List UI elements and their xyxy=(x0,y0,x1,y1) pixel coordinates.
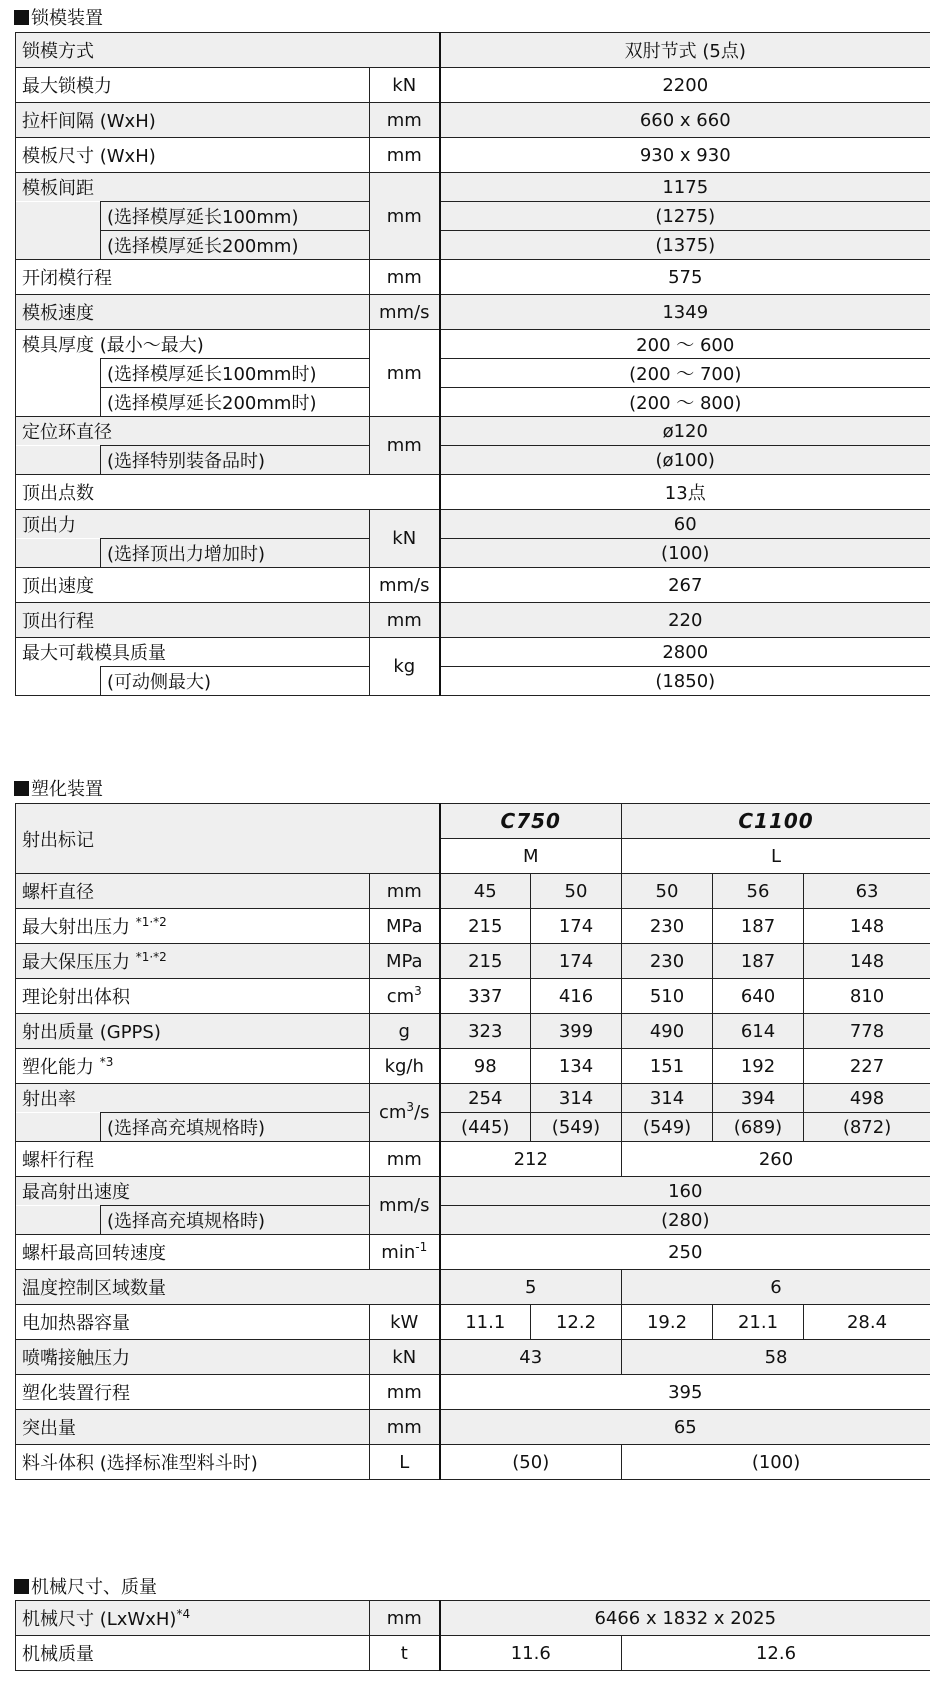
cell: 395 xyxy=(440,1375,930,1410)
row-unit: MPa xyxy=(370,944,440,979)
row-value: (200 ～ 700) xyxy=(440,359,930,388)
row-value: 双肘节式 (5点) xyxy=(440,33,930,68)
cell: 63 xyxy=(804,874,930,909)
cell: (689) xyxy=(713,1113,804,1142)
cell: (445) xyxy=(440,1113,531,1142)
row-label: 顶出力 xyxy=(16,510,370,539)
indent-cell xyxy=(16,1113,101,1142)
row-value: 1349 xyxy=(440,295,930,330)
indent-cell xyxy=(16,667,101,696)
table-row xyxy=(16,1049,930,1084)
table-row xyxy=(16,202,930,231)
cell: 11.1 xyxy=(440,1305,531,1340)
row-value: 200 ～ 600 xyxy=(440,330,930,359)
table-row xyxy=(16,138,930,173)
cell: 260 xyxy=(622,1142,930,1177)
table-row xyxy=(16,388,930,417)
row-label: 射出质量 (GPPS) xyxy=(16,1014,370,1049)
table-row xyxy=(16,804,930,839)
row-sublabel: (选择模厚延长100mm) xyxy=(101,202,370,231)
machine-section-title: 机械尺寸、质量 xyxy=(14,1577,157,1599)
row-value: (200 ～ 800) xyxy=(440,388,930,417)
table-row xyxy=(16,295,930,330)
cell: 56 xyxy=(713,874,804,909)
cell: 174 xyxy=(531,944,622,979)
row-unit: mm/s xyxy=(370,1177,440,1235)
row-unit: g xyxy=(370,1014,440,1049)
table-row xyxy=(16,417,930,446)
row-value: 575 xyxy=(440,260,930,295)
clamp-section-title: 锁模装置 xyxy=(14,8,103,30)
cell: 12.2 xyxy=(531,1305,622,1340)
table-row xyxy=(16,1113,930,1142)
row-sublabel: (选择模厚延长200mm时) xyxy=(101,388,370,417)
cell: 65 xyxy=(440,1410,930,1445)
row-unit: mm/s xyxy=(370,568,440,603)
row-unit: mm xyxy=(370,173,440,260)
row-sublabel: (选择模厚延长200mm) xyxy=(101,231,370,260)
indent-cell xyxy=(16,231,101,260)
cell: 323 xyxy=(440,1014,531,1049)
size-m: M xyxy=(440,839,622,874)
cell: 187 xyxy=(713,909,804,944)
cell: 490 xyxy=(622,1014,713,1049)
cell: (872) xyxy=(804,1113,930,1142)
cell: 28.4 xyxy=(804,1305,930,1340)
cell: 50 xyxy=(531,874,622,909)
indent-cell xyxy=(16,539,101,568)
table-row xyxy=(16,1340,930,1375)
cell: 498 xyxy=(804,1084,930,1113)
row-unit: mm xyxy=(370,330,440,417)
cell: 394 xyxy=(713,1084,804,1113)
cell: 192 xyxy=(713,1049,804,1084)
cell: 250 xyxy=(440,1235,930,1270)
row-label: 模具厚度 (最小～最大) xyxy=(16,330,370,359)
machine-table xyxy=(15,1600,930,1671)
cell: 50 xyxy=(622,874,713,909)
cell: 6 xyxy=(622,1270,930,1305)
cell: 314 xyxy=(622,1084,713,1113)
cell: 640 xyxy=(713,979,804,1014)
row-value: 930 x 930 xyxy=(440,138,930,173)
row-value: 60 xyxy=(440,510,930,539)
footnote-mark: *1·*2 xyxy=(135,950,167,964)
injection-table xyxy=(15,803,930,1480)
cell: 187 xyxy=(713,944,804,979)
cell: 810 xyxy=(804,979,930,1014)
row-value: (ø100) xyxy=(440,446,930,475)
table-row xyxy=(16,909,930,944)
table-row xyxy=(16,359,930,388)
table-row xyxy=(16,1206,930,1235)
indent-cell xyxy=(16,359,101,388)
row-unit: $\min^{-1}$ xyxy=(370,1235,440,1270)
table-row xyxy=(16,330,930,359)
row-label: 螺杆直径 xyxy=(16,874,370,909)
table-row xyxy=(16,103,930,138)
table-row xyxy=(16,1305,930,1340)
table-row xyxy=(16,1601,930,1636)
row-label: 喷嘴接触压力 xyxy=(16,1340,370,1375)
row-unit: kN xyxy=(370,68,440,103)
row-unit: mm xyxy=(370,260,440,295)
cell: 212 xyxy=(440,1142,622,1177)
cell: 174 xyxy=(531,909,622,944)
square-bullet-icon xyxy=(14,10,29,25)
row-unit: mm xyxy=(370,1375,440,1410)
cell: 215 xyxy=(440,944,531,979)
row-value: 13点 xyxy=(440,475,930,510)
row-label: 最高射出速度 xyxy=(16,1177,370,1206)
row-unit: mm xyxy=(370,138,440,173)
cell: 134 xyxy=(531,1049,622,1084)
row-unit: kg xyxy=(370,638,440,696)
table-row xyxy=(16,33,930,68)
injection-section-title: 塑化装置 xyxy=(14,779,103,801)
row-value: ø120 xyxy=(440,417,930,446)
row-value: 660 x 660 xyxy=(440,103,930,138)
row-value: 220 xyxy=(440,603,930,638)
cell: 148 xyxy=(804,909,930,944)
table-row xyxy=(16,1636,930,1671)
cell: (549) xyxy=(531,1113,622,1142)
table-row xyxy=(16,568,930,603)
row-unit: mm xyxy=(370,603,440,638)
row-value: 267 xyxy=(440,568,930,603)
cell: 614 xyxy=(713,1014,804,1049)
row-label: 模板速度 xyxy=(16,295,370,330)
row-label: 最大保压压力 $^{*1\cdot*2}$ xyxy=(16,944,370,979)
model-c1100: C1100 xyxy=(622,804,930,839)
footnote-mark: *3 xyxy=(99,1055,114,1069)
cell: 151 xyxy=(622,1049,713,1084)
cell: 19.2 xyxy=(622,1305,713,1340)
size-l: L xyxy=(622,839,930,874)
cell: 227 xyxy=(804,1049,930,1084)
table-row xyxy=(16,1235,930,1270)
cell: 148 xyxy=(804,944,930,979)
row-sublabel: (选择模厚延长100mm时) xyxy=(101,359,370,388)
row-label: 螺杆行程 xyxy=(16,1142,370,1177)
row-unit: kg/h xyxy=(370,1049,440,1084)
row-unit: kN xyxy=(370,1340,440,1375)
row-unit: t xyxy=(370,1636,440,1671)
row-label: 射出标记 xyxy=(16,804,440,874)
row-label: 理论射出体积 xyxy=(16,979,370,1014)
row-value: (1275) xyxy=(440,202,930,231)
row-unit: MPa xyxy=(370,909,440,944)
row-label: 机械尺寸 (LxWxH)$^{*4}$ xyxy=(16,1601,370,1636)
row-unit: mm xyxy=(370,1410,440,1445)
row-label: 最大射出压力 $^{*1\cdot*2}$ xyxy=(16,909,370,944)
cell: 314 xyxy=(531,1084,622,1113)
cell: 160 xyxy=(440,1177,930,1206)
row-unit: mm xyxy=(370,1142,440,1177)
model-c750: C750 xyxy=(440,804,622,839)
table-row xyxy=(16,510,930,539)
cell: 215 xyxy=(440,909,531,944)
cell: 5 xyxy=(440,1270,622,1305)
row-label: 塑化装置行程 xyxy=(16,1375,370,1410)
cell: 45 xyxy=(440,874,531,909)
row-unit: mm xyxy=(370,874,440,909)
table-row xyxy=(16,638,930,667)
cell: 399 xyxy=(531,1014,622,1049)
row-value: (1850) xyxy=(440,667,930,696)
square-bullet-icon xyxy=(14,1579,29,1594)
cell: (100) xyxy=(622,1445,930,1480)
row-label: 射出率 xyxy=(16,1084,370,1113)
row-sublabel: (选择顶出力增加时) xyxy=(101,539,370,568)
row-label: 开闭模行程 xyxy=(16,260,370,295)
cell: 43 xyxy=(440,1340,622,1375)
table-row xyxy=(16,1270,930,1305)
row-label: 塑化能力 $^{*3}$ xyxy=(16,1049,370,1084)
indent-cell xyxy=(16,446,101,475)
row-unit: mm xyxy=(370,1601,440,1636)
row-label: 顶出点数 xyxy=(16,475,440,510)
cell: 254 xyxy=(440,1084,531,1113)
row-label: 最大锁模力 xyxy=(16,68,370,103)
row-unit: $cm^3/s$ xyxy=(370,1084,440,1142)
cell: 12.6 xyxy=(622,1636,930,1671)
row-label: 顶出速度 xyxy=(16,568,370,603)
table-row xyxy=(16,979,930,1014)
footnote-mark: *1·*2 xyxy=(135,915,167,929)
row-unit: kW xyxy=(370,1305,440,1340)
cell: 778 xyxy=(804,1014,930,1049)
row-label: 模板尺寸 (WxH) xyxy=(16,138,370,173)
row-value: 1175 xyxy=(440,173,930,202)
cell: 98 xyxy=(440,1049,531,1084)
cell: 58 xyxy=(622,1340,930,1375)
cell: 21.1 xyxy=(713,1305,804,1340)
row-label: 模板间距 xyxy=(16,173,370,202)
row-label: 螺杆最高回转速度 xyxy=(16,1235,370,1270)
row-value: (1375) xyxy=(440,231,930,260)
table-row xyxy=(16,260,930,295)
table-row xyxy=(16,1410,930,1445)
row-value: (100) xyxy=(440,539,930,568)
table-row xyxy=(16,667,930,696)
row-label: 机械质量 xyxy=(16,1636,370,1671)
table-row xyxy=(16,173,930,202)
row-value: 6466 x 1832 x 2025 xyxy=(440,1601,930,1636)
table-row xyxy=(16,1445,930,1480)
table-row xyxy=(16,68,930,103)
row-unit: mm xyxy=(370,417,440,475)
indent-cell xyxy=(16,388,101,417)
row-label: 定位环直径 xyxy=(16,417,370,446)
cell: 230 xyxy=(622,909,713,944)
cell: (549) xyxy=(622,1113,713,1142)
row-label: 锁模方式 xyxy=(16,33,440,68)
indent-cell xyxy=(16,202,101,231)
footnote-mark: *4 xyxy=(176,1607,191,1621)
table-row xyxy=(16,475,930,510)
table-row xyxy=(16,603,930,638)
table-row xyxy=(16,446,930,475)
cell: 510 xyxy=(622,979,713,1014)
clamp-table xyxy=(15,32,930,696)
table-row xyxy=(16,1084,930,1113)
row-label: 电加热器容量 xyxy=(16,1305,370,1340)
cell: (280) xyxy=(440,1206,930,1235)
table-row xyxy=(16,231,930,260)
row-value: 2800 xyxy=(440,638,930,667)
indent-cell xyxy=(16,1206,101,1235)
cell: 337 xyxy=(440,979,531,1014)
table-row xyxy=(16,1177,930,1206)
row-unit: L xyxy=(370,1445,440,1480)
row-sublabel: (可动侧最大) xyxy=(101,667,370,696)
cell: 230 xyxy=(622,944,713,979)
row-unit: kN xyxy=(370,510,440,568)
row-sublabel: (选择高充填规格時) xyxy=(101,1113,370,1142)
row-unit: mm xyxy=(370,103,440,138)
cell: (50) xyxy=(440,1445,622,1480)
table-row xyxy=(16,539,930,568)
table-row xyxy=(16,1375,930,1410)
row-unit: mm/s xyxy=(370,295,440,330)
square-bullet-icon xyxy=(14,781,29,796)
row-label: 顶出行程 xyxy=(16,603,370,638)
row-sublabel: (选择高充填规格時) xyxy=(101,1206,370,1235)
row-value: 2200 xyxy=(440,68,930,103)
table-row xyxy=(16,874,930,909)
row-label: 最大可载模具质量 xyxy=(16,638,370,667)
cell: 11.6 xyxy=(440,1636,622,1671)
table-row xyxy=(16,1014,930,1049)
row-label: 突出量 xyxy=(16,1410,370,1445)
row-sublabel: (选择特别装备品时) xyxy=(101,446,370,475)
table-row xyxy=(16,1142,930,1177)
row-label: 料斗体积 (选择标准型料斗时) xyxy=(16,1445,370,1480)
row-label: 温度控制区域数量 xyxy=(16,1270,440,1305)
cell: 416 xyxy=(531,979,622,1014)
row-label: 拉杆间隔 (WxH) xyxy=(16,103,370,138)
table-row xyxy=(16,944,930,979)
row-unit: $cm^3$ xyxy=(370,979,440,1014)
